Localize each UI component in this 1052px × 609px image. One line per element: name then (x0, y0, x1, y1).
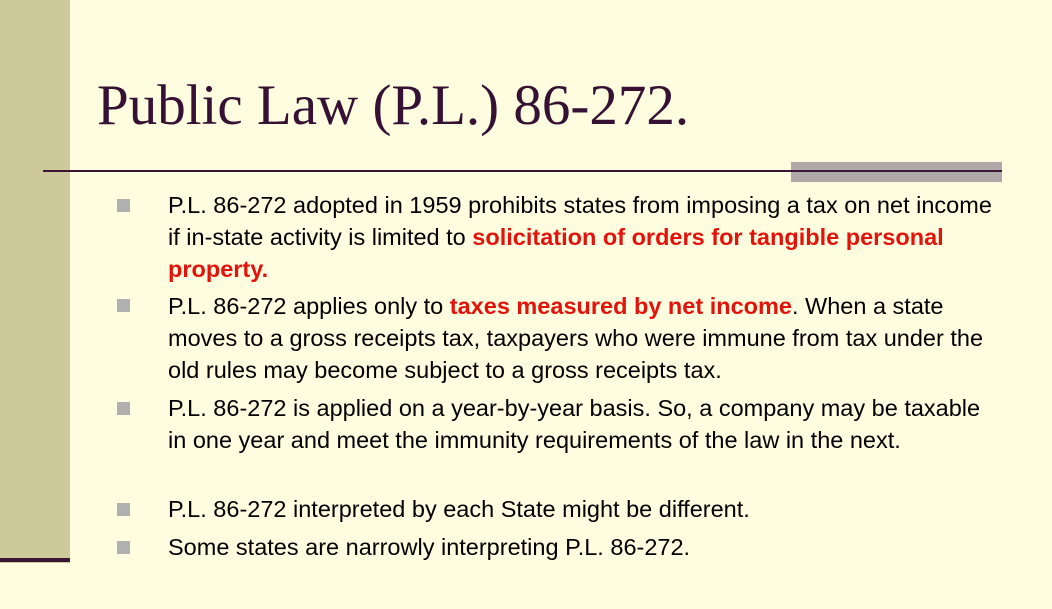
bullet-5-text: Some states are narrowly interpreting P.L. 86-272. (168, 534, 691, 560)
square-bullet-icon (117, 402, 130, 415)
bullet-text-3 (168, 392, 998, 456)
bullet-1-text: P.L. 86-272 adopted in 1959 prohibits states from imposing a tax on net income if in-state activity is limited to (168, 192, 992, 250)
title-accent-bar (791, 162, 1002, 182)
bullet-4-text: P.L. 86-272 interpreted by each State might be different. (168, 496, 750, 522)
square-bullet-icon (117, 503, 130, 516)
slide-title: Public Law (P.L.) 86-272. (97, 74, 690, 137)
bullet-2-tail: . When a state moves to a gross receipts tax, taxpayers who were immune from tax under the old rules may become subject to a gross receipts tax. (168, 293, 984, 383)
square-bullet-icon (117, 299, 130, 312)
bullet-text-2 (168, 290, 998, 386)
left-bar-divider (0, 558, 70, 562)
bullet-2-highlight: taxes measured by net income (449, 293, 792, 319)
bullet-2-text: P.L. 86-272 applies only to (168, 293, 450, 319)
square-bullet-icon (117, 199, 130, 212)
bullet-3-text: P.L. 86-272 is applied on a year-by-year basis. So, a company may be taxable in one year and meet the immunity requirements of the law in the next. (168, 395, 981, 453)
title-divider-line (43, 170, 1002, 172)
bullet-text-1 (168, 189, 998, 285)
bullet-1-highlight: solicitation of orders for tangible personal property. (168, 224, 944, 282)
left-decorative-bar (0, 0, 70, 563)
square-bullet-icon (117, 541, 130, 554)
bullet-text-4 (168, 493, 998, 525)
bullet-text-5 (168, 531, 998, 563)
